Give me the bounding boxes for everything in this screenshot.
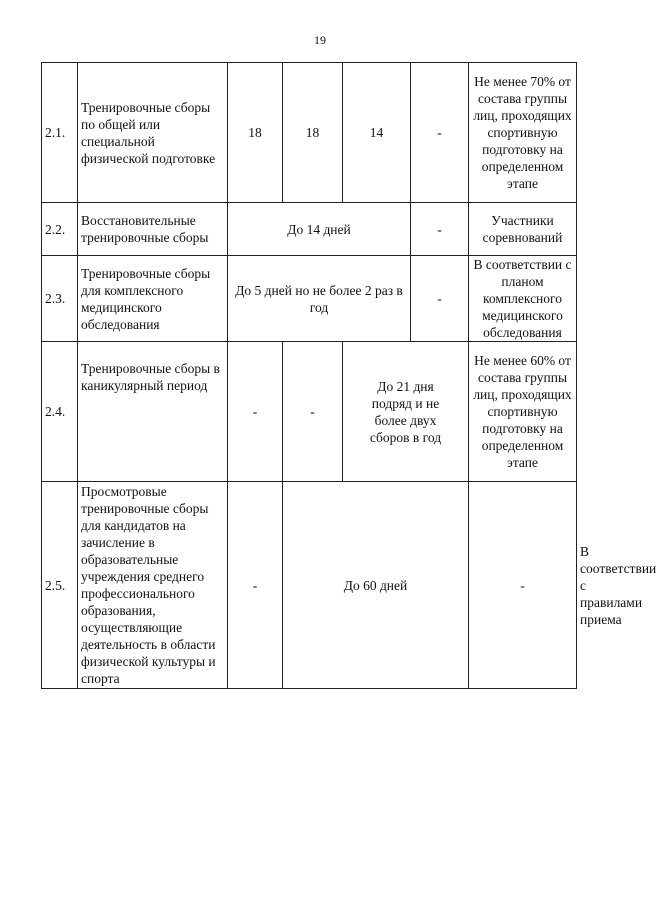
row-number: 2.5.	[42, 482, 78, 689]
cell-value: -	[469, 482, 577, 689]
training-camps-table	[41, 62, 656, 689]
row-number: 2.3.	[42, 256, 78, 342]
page-number: 19	[314, 33, 326, 47]
row-name: Тренировочные сборы для комплексного медицинского обследования	[78, 256, 228, 342]
row-note: В соответствии с планом комплексного медицинского обследования	[469, 256, 577, 342]
row-note: Не менее 60% от состава группы лиц, проходящих спортивную подготовку на определенном этапе	[469, 342, 577, 482]
row-number: 2.1.	[42, 63, 78, 203]
row-name: Тренировочные сборы в каникулярный период	[78, 342, 228, 482]
table-row	[42, 256, 577, 342]
cell-value: -	[228, 342, 283, 482]
cell-value: -	[411, 63, 469, 203]
row-name: Просмотровые тренировочные сборы для кандидатов на зачисление в образовательные учреждения среднего профессионального образования, осуществляющие деятельность в области физической культуры и спорта	[78, 482, 228, 689]
row-name: Тренировочные сборы по общей или специальной физической подготовке	[78, 63, 228, 203]
cell-value: 18	[283, 63, 343, 203]
row-note: Не менее 70% от состава группы лиц, проходящих спортивную подготовку на определенном этапе	[469, 63, 577, 203]
cell-value: -	[283, 342, 343, 482]
cell-value: 14	[343, 63, 411, 203]
table-row	[42, 342, 577, 482]
row-number: 2.2.	[42, 203, 78, 256]
table-row	[42, 63, 577, 203]
cell-value: -	[411, 203, 469, 256]
cell-value: -	[411, 256, 469, 342]
merged-value: До 5 дней но не более 2 раз в год	[228, 256, 411, 342]
merged-value: До 21 дня подряд и не более двух сборов в год	[343, 342, 469, 482]
table-row	[42, 203, 577, 256]
row-number: 2.4.	[42, 342, 78, 482]
cell-value: -	[228, 482, 283, 689]
row-note: Участники соревнований	[469, 203, 577, 256]
row-name: Восстановительные тренировочные сборы	[78, 203, 228, 256]
merged-value: До 14 дней	[228, 203, 411, 256]
cell-value: 18	[228, 63, 283, 203]
table-row: 2.5. Просмотровые тренировочные сборы для кандидатов на зачисление в образовательные учреждения среднего профессионального образования, осуществляющие деятельность в области физической культуры и спорта - До 60 дней - В соответствии с правилами приема	[42, 482, 577, 689]
merged-value: До 60 дней	[283, 482, 469, 689]
